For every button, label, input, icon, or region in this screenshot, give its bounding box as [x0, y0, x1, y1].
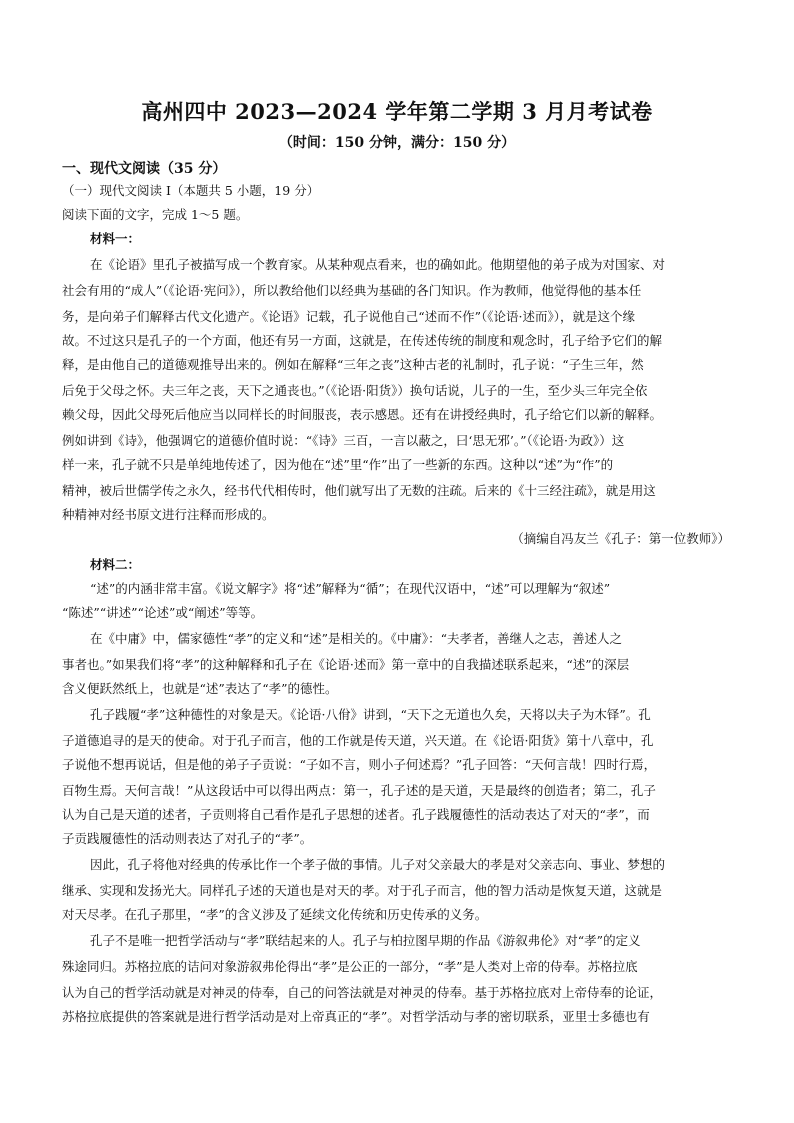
material-two-line: 孔子践履“孝”这种德性的对象是天。《论语·八佾》讲到，“天下之无道也久矣，天将以夫子为木铎”。孔: [90, 707, 651, 722]
material-two-line: 对天尽孝。在孔子那里，“孝”的含义涉及了延续文化传统和历史传承的义务。: [62, 907, 488, 922]
material-two-line: 孔子不是唯一把哲学活动与“孝”联结起来的人。孔子与柏拉图早期的作品《游叙弗伦》对“孝”的定义: [90, 933, 641, 948]
material-two-line: 继承、实现和发扬光大。同样孔子述的天道也是对天的孝。对于孔子而言，他的智力活动是恢复天道，这就是: [62, 883, 663, 898]
material-two-line: 子贡践履德性的活动则表达了对孔子的“孝”。: [62, 831, 313, 846]
reading-instruction: 阅读下面的文字，完成 1～5 题。: [62, 207, 249, 222]
material-two-line: 因此，孔子将他对经典的传承比作一个孝子做的事情。儿子对父亲最大的孝是对父亲志向、事业、梦想的: [90, 857, 666, 872]
material-one-line: 赖父母，因此父母死后他应当以同样长的时间服丧，表示感恩。还有在讲授经典时，孔子给它们以新的解释。: [62, 407, 663, 422]
material-two-line: 认为自己是天道的述者，子贡则将自己看作是孔子思想的述者。孔子践履德性的活动表达了对天的“孝”，而: [62, 807, 650, 822]
material-one-line: 释，是由他自己的道德观推导出来的。例如在解释“三年之丧”这种古老的礼制时，孔子说：“子生三年，然: [62, 357, 644, 372]
material-two-line: 事者也。”如果我们将“孝”的这种解释和孔子在《论语·述而》第一章中的自我描述联系起来，“述”的深层: [62, 657, 630, 672]
material-two-line: 殊途同归。苏格拉底的诘问对象游叙弗伦得出“孝”是公正的一部分，“孝”是人类对上帝的侍奉。苏格拉底: [62, 959, 638, 974]
material-two-line: 子道德追寻的是天的使命。对于孔子而言，他的工作就是传天道，兴天道。在《论语·阳货》第十八章中，孔: [62, 733, 654, 748]
material-one-line: 例如讲到《诗》，他强调它的道德价值时说：“《诗》三百，一言以蔽之，曰‘思无邪’。”（《论语·为政》）这: [62, 433, 625, 448]
material-two-line: “述”的内涵非常丰富。《说文解字》将“述”解释为“循”；在现代汉语中，“述”可以理解为“叙述”: [90, 581, 611, 596]
material-one-line: 社会有用的“成人”（《论语·宪问》），所以教给他们以经典为基础的各门知识。作为教师，他觉得他的基本任: [62, 283, 642, 298]
material-one-line: 务，是向弟子们解释古代文化遗产。《论语》记载，孔子说他自己“述而不作”（《论语·述而》），就是这个缘: [62, 309, 636, 324]
material-one-label: 材料一：: [90, 231, 141, 246]
material-one-source: （摘编自冯友兰《孔子：第一位教师》）: [511, 531, 730, 546]
section-heading: 一、现代文阅读（35 分）: [62, 161, 227, 177]
material-two-line: “陈述”“讲述”“论述”或“阐述”等等。: [62, 605, 264, 620]
material-two-line: 在《中庸》中，儒家德性“孝”的定义和“述”是相关的。《中庸》：“夫孝者，善继人之志，善述人之: [90, 631, 622, 646]
material-one-line: 在《论语》里孔子被描写成一个教育家。从某种观点看来，也的确如此。他期望他的弟子成为对国家、对: [90, 257, 666, 272]
material-two-line: 含义便跃然纸上，也就是“述”表达了“孝”的德性。: [62, 681, 338, 696]
material-two-line: 百物生焉。天何言哉！”从这段话中可以得出两点：第一，孔子述的是天道，天是最终的创造者；第二，孔子: [62, 783, 656, 798]
material-two-line: 子说他不想再说话，但是他的弟子子贡说：“子如不言，则小子何述焉？”孔子回答：“天何言哉！四时行焉，: [62, 757, 657, 772]
exam-time-score: （时间：150 分钟，满分：150 分）: [278, 135, 516, 151]
material-two-label: 材料二：: [90, 557, 141, 572]
material-one-line: 种精神对经书原文进行注释而形成的。: [62, 507, 275, 522]
material-one-line: 故。不过这只是孔子的一个方面，他还有另一方面，这就是，在传述传统的制度和观念时，孔子给予它们的解: [62, 333, 663, 348]
subsection-heading: （一）现代文阅读 I（本题共 5 小题，19 分）: [62, 183, 320, 198]
material-one-line: 样一来，孔子就不只是单纯地传述了，因为他在“述”里“作”出了一些新的东西。这种以“述”为“作”的: [62, 457, 614, 472]
page-title: 高州四中 2023—2024 学年第二学期 3 月月考试卷: [141, 99, 653, 124]
material-one-line: 后免于父母之怀。夫三年之丧，天下之通丧也。”（《论语·阳货》）换句话说，儿子的一生，至少头三年完全依: [62, 383, 648, 398]
material-one-line: 精神，被后世儒学传之永久，经书代代相传时，他们就写出了无数的注疏。后来的《十三经注疏》，就是用这: [62, 483, 656, 498]
material-two-line: 认为自己的哲学活动就是对神灵的侍奉，自己的问答法就是对神灵的侍奉。基于苏格拉底对上帝侍奉的论证，: [62, 985, 663, 1000]
material-two-line: 苏格拉底提供的答案就是进行哲学活动是对上帝真正的“孝”。对哲学活动与孝的密切联系，亚里士多德也有: [62, 1009, 650, 1024]
